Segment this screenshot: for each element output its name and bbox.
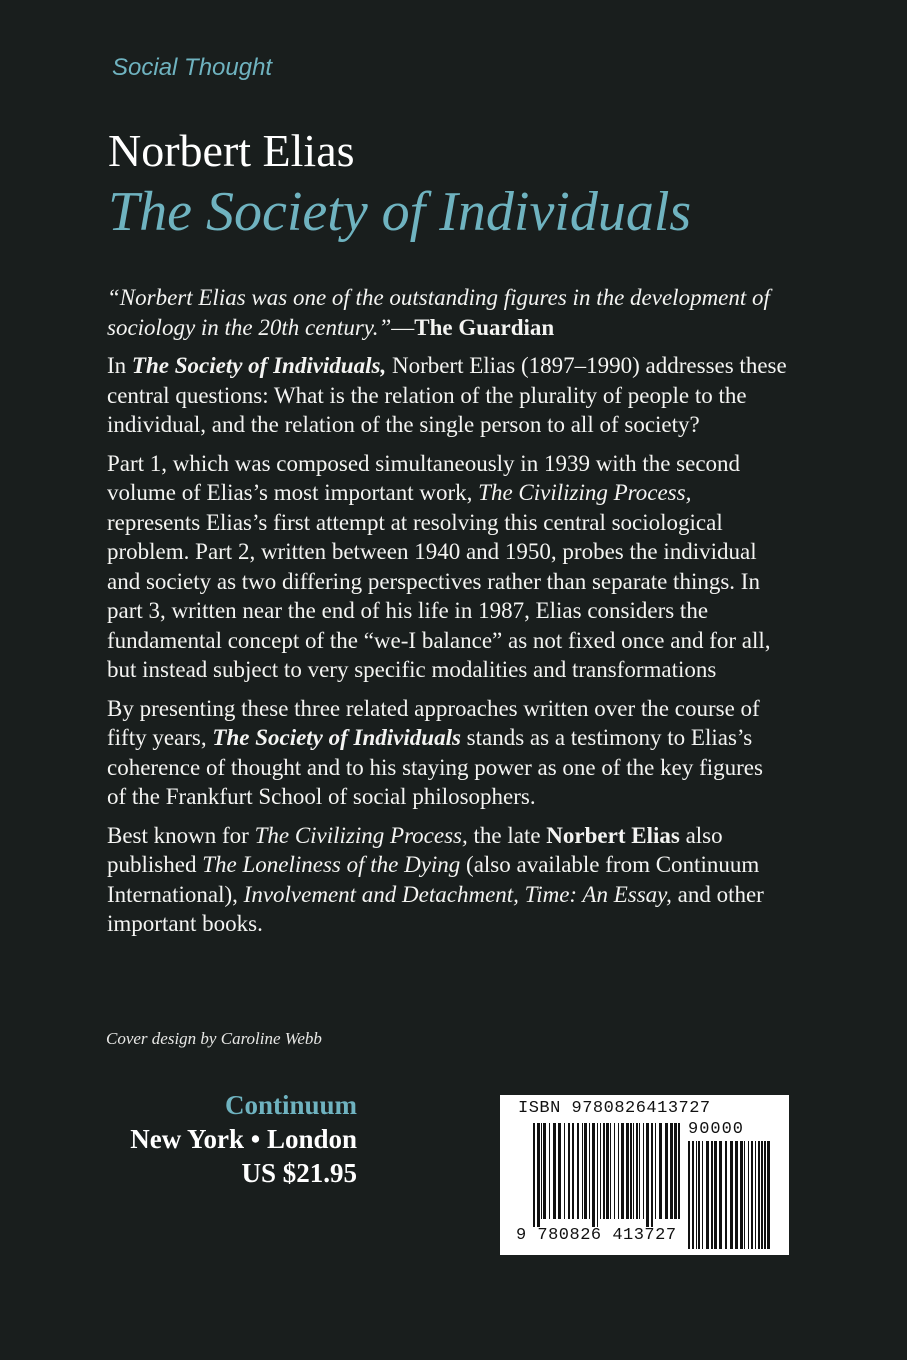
para4-book2: The Loneliness of the Dying	[202, 852, 461, 877]
barcode-bar	[719, 1141, 722, 1249]
paragraph-3	[107, 694, 787, 812]
barcode-bar	[589, 1123, 590, 1219]
barcode-bar	[643, 1123, 644, 1219]
barcode-bar	[630, 1123, 632, 1219]
author-name: Norbert Elias	[108, 125, 355, 176]
barcode-bar	[688, 1141, 690, 1249]
para4-book1: The Civilizing Process,	[254, 822, 468, 848]
barcode-bar	[651, 1123, 653, 1227]
para3-text-a: By presenting these three related approaches written over the course of fifty years,	[107, 695, 760, 750]
barcode-bar	[633, 1123, 634, 1219]
barcode-bar	[674, 1123, 677, 1219]
barcode-bar	[740, 1141, 743, 1249]
quote-text: “Norbert Elias was one of the outstanding figures in the development of sociology in the 20th century.”	[107, 285, 770, 340]
para4-text-e: and other important books.	[107, 881, 764, 936]
barcode-bar	[549, 1123, 550, 1219]
publisher-block	[100, 1088, 357, 1190]
barcode-bar	[606, 1123, 609, 1219]
quote-dash: —	[391, 314, 415, 340]
barcode-bar	[553, 1123, 556, 1219]
para2-text-a: Part 1, which was composed simultaneously in 1939 with the second volume of Elias’s most important work,	[107, 450, 741, 505]
barcode-bar	[735, 1141, 738, 1249]
para4-text-a: Best known for	[107, 822, 255, 848]
publisher-name: Continuum	[224, 1090, 357, 1120]
barcode-bar	[618, 1123, 619, 1219]
para3-text-b: stands as a testimony to Elias’s coherence of thought and to his staying power as one of the key figures of the Frankfurt School of social philosophers.	[107, 725, 763, 809]
para4-text-c: also published	[107, 822, 723, 877]
barcode-box	[500, 1095, 789, 1255]
barcode-bar	[543, 1123, 546, 1219]
barcode-bar	[564, 1123, 565, 1219]
para4-text-b: the late	[467, 822, 547, 848]
barcode-bar	[751, 1141, 753, 1249]
publisher-cities: New York • London	[130, 1124, 357, 1154]
barcode-bar	[537, 1123, 540, 1227]
price: US $21.95	[241, 1158, 357, 1188]
para3-book-title: The Society of Individuals	[212, 725, 461, 750]
barcode-bar	[568, 1123, 570, 1219]
barcode-bar	[744, 1141, 745, 1249]
barcode-bar	[603, 1123, 605, 1219]
paragraph-4	[107, 821, 787, 939]
barcode-bar	[764, 1141, 766, 1249]
barcode-bar	[646, 1123, 649, 1227]
barcode-bar	[597, 1123, 598, 1227]
book-title: The Society of Individuals	[108, 181, 692, 243]
barcode-bar	[582, 1123, 583, 1219]
barcode-bar	[714, 1141, 717, 1249]
barcode-bar	[755, 1141, 756, 1249]
barcode-bar	[696, 1141, 697, 1249]
barcode-bar	[692, 1141, 694, 1249]
barcode-bar	[655, 1123, 656, 1219]
barcode-bar	[639, 1123, 640, 1219]
barcode-ean-digits: 9 780826 413727	[516, 1226, 677, 1245]
barcode-bar	[558, 1123, 561, 1219]
para2-text-b: represents Elias’s first attempt at resolving this central sociological problem. Part 2, written between 1940 and 1950, probes the individual and society as two differing perspectives rather than separate things. In part 3, written near the end of his life in 1987, Elias considers the fundamental concept of the “we-I balance” as not fixed once and for all, but instead subject to very specific modalities and transformations	[107, 509, 771, 682]
cover-credit: Cover design by Caroline Webb	[106, 1029, 322, 1048]
barcode-bar	[665, 1123, 668, 1219]
barcode-bar	[767, 1141, 770, 1249]
barcode-bar	[577, 1123, 579, 1219]
barcode-bar	[761, 1141, 763, 1249]
barcode-bar	[706, 1141, 709, 1249]
para1-text: Norbert Elias (1897–1990) addresses these central questions: What is the relation of the plurality of people to the individual, and the relation of the single person to all of society?	[107, 353, 787, 437]
barcode-bar	[678, 1123, 680, 1219]
barcode-bar	[659, 1123, 662, 1219]
para2-book-title: The Civilizing Process,	[478, 480, 692, 505]
barcode-bar	[533, 1123, 535, 1227]
barcode-addon-digits: 90000	[688, 1120, 745, 1139]
para4-text-d: (also available from Continuum International),	[107, 852, 760, 907]
para4-book3: Involvement and Detachment, Time: An Essay,	[243, 881, 672, 907]
barcode-bar	[541, 1123, 542, 1219]
blurb	[107, 283, 787, 948]
review-quote	[107, 283, 787, 342]
barcode-bar	[730, 1141, 733, 1249]
barcode-bar	[748, 1141, 749, 1249]
barcode-bar	[600, 1123, 601, 1219]
isbn-label: ISBN 9780826413727	[518, 1099, 711, 1118]
para1-intro: In	[107, 353, 132, 378]
paragraph-2	[107, 449, 787, 685]
para4-author-name: Norbert Elias	[546, 822, 680, 848]
barcode-bar	[670, 1123, 673, 1219]
barcode-bar	[572, 1123, 574, 1219]
barcode-bar	[702, 1141, 703, 1249]
barcode-bar	[725, 1141, 727, 1249]
barcode-bar	[592, 1123, 595, 1227]
quote-source: The Guardian	[414, 314, 555, 340]
barcode-bar	[636, 1123, 638, 1219]
barcode-bar	[610, 1123, 611, 1219]
series-label: Social Thought	[112, 54, 273, 81]
barcode-bar	[711, 1141, 713, 1249]
barcode-bar	[758, 1141, 760, 1249]
barcode-bar	[698, 1141, 700, 1249]
barcode-bar	[621, 1123, 624, 1219]
paragraph-1	[107, 351, 787, 440]
barcode-bar	[626, 1123, 629, 1219]
barcode-bar	[614, 1123, 615, 1219]
barcode-bar	[584, 1123, 587, 1219]
para1-book-title: The Society of Individuals,	[131, 353, 387, 378]
